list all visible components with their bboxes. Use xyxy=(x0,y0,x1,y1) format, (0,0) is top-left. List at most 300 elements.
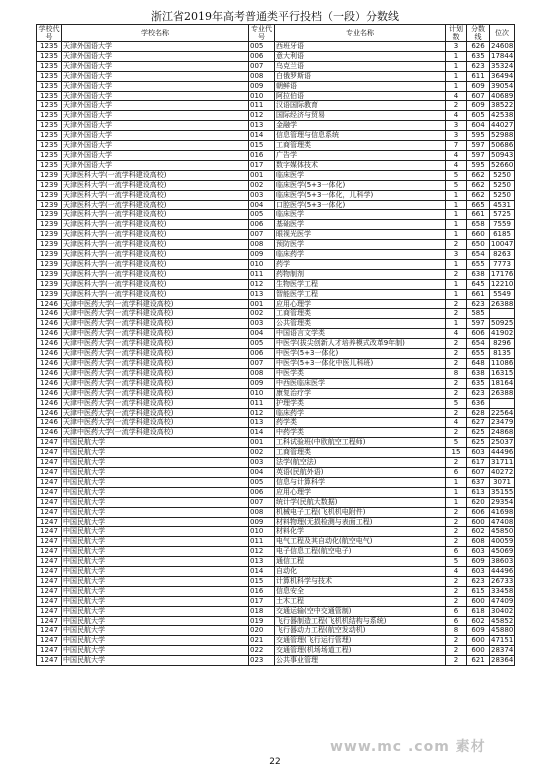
cell-plan-count: 4 xyxy=(446,329,467,339)
table-row xyxy=(37,299,515,309)
cell-major-name: 自动化 xyxy=(275,567,446,577)
cell-school-name: 天津中医药大学(一流学科建设高校) xyxy=(62,339,249,349)
cell-school-name: 天津外国语大学 xyxy=(62,91,249,101)
cell-score-line: 638 xyxy=(467,368,490,378)
cell-major-name: 信息与计算科学 xyxy=(275,477,446,487)
cell-school-code: 1247 xyxy=(37,507,62,517)
cell-major-code: 009 xyxy=(249,81,275,91)
cell-major-code: 008 xyxy=(249,71,275,81)
cell-rank: 26388 xyxy=(491,388,514,397)
cell-school-name: 天津中医药大学(一流学科建设高校) xyxy=(62,368,249,378)
header-score-line: 分数线 xyxy=(467,25,490,42)
table-row xyxy=(37,220,515,230)
cell-major-name: 公共事业管理 xyxy=(275,656,446,666)
cell-plan-count: 1 xyxy=(446,319,467,329)
cell-school-name: 中国民航大学 xyxy=(62,487,249,497)
cell-score-line: 625 xyxy=(467,438,490,448)
table-row xyxy=(37,408,515,418)
cell-school-name: 天津中医药大学(一流学科建设高校) xyxy=(62,349,249,359)
cell-score-line: 638 xyxy=(467,269,490,279)
cell-rank: 12210 xyxy=(491,279,514,288)
cell-school-name: 天津医科大学(一流学科建设高校) xyxy=(62,240,249,250)
cell-school-name: 天津医科大学(一流学科建设高校) xyxy=(62,170,249,180)
table-row xyxy=(37,269,515,279)
cell-plan-count: 1 xyxy=(446,200,467,210)
cell-rank: 50686 xyxy=(491,141,514,150)
cell-major-name: 药物制剂 xyxy=(275,269,446,279)
cell-major-code: 017 xyxy=(249,596,275,606)
cell-school-name: 中国民航大学 xyxy=(62,477,249,487)
cell-score-line: 603 xyxy=(467,448,490,458)
table-row xyxy=(37,636,515,646)
cell-rank: 33458 xyxy=(491,586,514,595)
cell-school-name: 中国民航大学 xyxy=(62,656,249,666)
cell-plan-count: 7 xyxy=(446,141,467,151)
cell-school-code: 1239 xyxy=(37,210,62,220)
cell-rank: 45852 xyxy=(491,616,514,625)
cell-school-code: 1247 xyxy=(37,537,62,547)
cell-rank: 36494 xyxy=(491,71,514,80)
cell-plan-count: 1 xyxy=(446,289,467,299)
cell-rank: 38603 xyxy=(491,557,514,566)
cell-major-code: 007 xyxy=(249,497,275,507)
cell-school-code: 1235 xyxy=(37,131,62,141)
cell-rank: 38522 xyxy=(491,101,514,110)
cell-major-name: 工科试验班(中欧航空工程师) xyxy=(275,438,446,448)
cell-rank: 29354 xyxy=(491,497,514,506)
cell-score-line: 662 xyxy=(467,180,490,190)
cell-school-name: 天津外国语大学 xyxy=(62,121,249,131)
table-row xyxy=(37,91,515,101)
cell-score-line: 609 xyxy=(467,81,490,91)
cell-plan-count: 2 xyxy=(446,388,467,398)
cell-score-line: 600 xyxy=(467,517,490,527)
cell-major-code: 010 xyxy=(249,259,275,269)
table-row xyxy=(37,567,515,577)
cell-score-line: 654 xyxy=(467,339,490,349)
cell-school-code: 1235 xyxy=(37,150,62,160)
cell-school-name: 天津外国语大学 xyxy=(62,42,249,52)
cell-school-code: 1246 xyxy=(37,349,62,359)
cell-major-code: 001 xyxy=(249,299,275,309)
cell-plan-count: 2 xyxy=(446,408,467,418)
cell-plan-count: 2 xyxy=(446,507,467,517)
cell-major-name: 信息管理与信息系统 xyxy=(275,131,446,141)
cell-school-code: 1246 xyxy=(37,329,62,339)
cell-major-name: 金融学 xyxy=(275,121,446,131)
cell-major-code: 005 xyxy=(249,339,275,349)
cell-major-code: 006 xyxy=(249,220,275,230)
cell-major-code: 008 xyxy=(249,507,275,517)
header-major-name: 专业名称 xyxy=(275,25,446,42)
cell-major-name: 药学类 xyxy=(275,418,446,428)
cell-school-code: 1239 xyxy=(37,190,62,200)
page-title: 浙江省2019年高考普通类平行投档（一段）分数线 xyxy=(151,10,399,23)
cell-score-line: 597 xyxy=(467,150,490,160)
cell-score-line: 654 xyxy=(467,250,490,260)
cell-major-name: 应用心理学 xyxy=(275,487,446,497)
cell-major-code: 015 xyxy=(249,141,275,151)
cell-score-line: 623 xyxy=(467,388,490,398)
table-row xyxy=(37,150,515,160)
cell-major-code: 018 xyxy=(249,606,275,616)
cell-rank: 5725 xyxy=(490,210,515,220)
cell-plan-count: 2 xyxy=(446,656,467,666)
cell-major-name: 意大利语 xyxy=(275,51,446,61)
cell-rank: 16315 xyxy=(491,368,514,377)
cell-major-name: 通信工程 xyxy=(275,557,446,567)
cell-major-code: 011 xyxy=(249,537,275,547)
cell-school-code: 1247 xyxy=(37,616,62,626)
cell-school-code: 1247 xyxy=(37,527,62,537)
cell-school-code: 1247 xyxy=(37,477,62,487)
score-table xyxy=(36,24,515,666)
cell-rank: 44027 xyxy=(491,121,514,130)
cell-school-code: 1235 xyxy=(37,121,62,131)
cell-score-line: 645 xyxy=(467,279,490,289)
cell-major-code: 013 xyxy=(249,121,275,131)
cell-score-line: 607 xyxy=(467,91,490,101)
cell-major-name: 数字媒体技术 xyxy=(275,160,446,170)
cell-major-name: 阿拉伯语 xyxy=(275,91,446,101)
table-row xyxy=(37,279,515,289)
cell-major-code: 007 xyxy=(249,230,275,240)
cell-rank: 5250 xyxy=(490,190,515,200)
cell-school-code: 1247 xyxy=(37,576,62,586)
cell-school-code: 1239 xyxy=(37,269,62,279)
cell-rank: 47409 xyxy=(491,596,514,605)
cell-rank: 5549 xyxy=(490,289,515,299)
table-row xyxy=(37,121,515,131)
cell-plan-count: 1 xyxy=(446,51,467,61)
table-row xyxy=(37,339,515,349)
cell-rank: 11086 xyxy=(491,359,514,367)
cell-plan-count: 2 xyxy=(446,428,467,438)
cell-score-line: 648 xyxy=(467,359,490,369)
cell-school-name: 中国民航大学 xyxy=(62,557,249,567)
cell-score-line: 655 xyxy=(467,349,490,359)
cell-plan-count: 2 xyxy=(446,378,467,388)
cell-rank: 4531 xyxy=(490,200,515,210)
cell-school-code: 1235 xyxy=(37,101,62,111)
cell-major-code: 011 xyxy=(249,101,275,111)
cell-plan-count: 6 xyxy=(446,547,467,557)
cell-major-code: 002 xyxy=(249,180,275,190)
cell-major-code: 020 xyxy=(249,626,275,636)
cell-major-name: 汉语国际教育 xyxy=(275,101,446,111)
table-row xyxy=(37,71,515,81)
cell-major-code: 006 xyxy=(249,51,275,61)
cell-school-code: 1239 xyxy=(37,230,62,240)
table-row xyxy=(37,438,515,448)
table-row xyxy=(37,547,515,557)
cell-major-code: 012 xyxy=(249,547,275,557)
cell-school-name: 天津中医药大学(一流学科建设高校) xyxy=(62,398,249,408)
table-row xyxy=(37,448,515,458)
cell-major-name: 公共管理类 xyxy=(275,319,446,329)
cell-rank: 45069 xyxy=(491,547,514,556)
cell-school-name: 天津中医药大学(一流学科建设高校) xyxy=(62,299,249,309)
table-row xyxy=(37,319,515,329)
cell-major-name: 机械电子工程(飞机机电附件) xyxy=(275,507,446,517)
table-row xyxy=(37,606,515,616)
cell-plan-count: 2 xyxy=(446,359,467,369)
cell-rank: 41902 xyxy=(491,329,514,338)
cell-major-code: 012 xyxy=(249,408,275,418)
table-row xyxy=(37,458,515,468)
cell-school-name: 中国民航大学 xyxy=(62,448,249,458)
cell-school-code: 1246 xyxy=(37,299,62,309)
cell-plan-count: 15 xyxy=(446,448,467,458)
cell-rank: 24608 xyxy=(491,42,514,50)
table-row xyxy=(37,557,515,567)
cell-rank: 44496 xyxy=(491,448,514,457)
cell-school-name: 中国民航大学 xyxy=(62,576,249,586)
cell-school-name: 天津外国语大学 xyxy=(62,131,249,141)
cell-score-line: 662 xyxy=(467,170,490,180)
cell-school-name: 中国民航大学 xyxy=(62,547,249,557)
cell-major-name: 康复治疗学 xyxy=(275,388,446,398)
cell-school-name: 中国民航大学 xyxy=(62,458,249,468)
cell-rank: 40689 xyxy=(491,91,514,100)
cell-major-name: 广告学 xyxy=(275,150,446,160)
cell-plan-count: 4 xyxy=(446,160,467,170)
table-row xyxy=(37,250,515,260)
table-row xyxy=(37,230,515,240)
cell-score-line: 606 xyxy=(467,329,490,339)
cell-major-name: 飞行器动力工程(航空发动机) xyxy=(275,626,446,636)
cell-major-code: 011 xyxy=(249,269,275,279)
table-row xyxy=(37,576,515,586)
cell-plan-count: 5 xyxy=(446,180,467,190)
cell-plan-count: 2 xyxy=(446,240,467,250)
table-header-row xyxy=(37,25,515,42)
cell-school-name: 天津外国语大学 xyxy=(62,81,249,91)
table-row xyxy=(37,517,515,527)
cell-plan-count: 2 xyxy=(446,586,467,596)
cell-rank: 39054 xyxy=(491,81,514,90)
cell-major-name: 电子信息工程(航空电子) xyxy=(275,547,446,557)
cell-plan-count: 3 xyxy=(446,250,467,260)
cell-major-code: 016 xyxy=(249,586,275,596)
cell-major-name: 预防医学 xyxy=(275,240,446,250)
table-row xyxy=(37,141,515,151)
cell-school-code: 1246 xyxy=(37,428,62,438)
cell-rank: 28374 xyxy=(491,646,514,655)
cell-score-line: 597 xyxy=(467,319,490,329)
table-row xyxy=(37,507,515,517)
cell-plan-count: 1 xyxy=(446,477,467,487)
cell-major-name: 中医学(拔尖创新人才培养模式改革9年制) xyxy=(275,339,446,349)
cell-plan-count: 1 xyxy=(446,487,467,497)
cell-score-line: 602 xyxy=(467,616,490,626)
cell-school-code: 1247 xyxy=(37,626,62,636)
cell-rank: 44496 xyxy=(491,567,514,576)
table-row xyxy=(37,180,515,190)
cell-major-name: 计算机科学与技术 xyxy=(275,576,446,586)
cell-major-name: 朝鲜语 xyxy=(275,81,446,91)
cell-score-line: 660 xyxy=(467,230,490,240)
cell-score-line: 650 xyxy=(467,240,490,250)
table-row xyxy=(37,428,515,438)
cell-school-name: 天津医科大学(一流学科建设高校) xyxy=(62,180,249,190)
cell-school-name: 天津外国语大学 xyxy=(62,71,249,81)
cell-school-name: 天津医科大学(一流学科建设高校) xyxy=(62,250,249,260)
cell-rank: 26733 xyxy=(491,576,514,585)
cell-rank: 17176 xyxy=(491,269,514,278)
cell-rank: 47408 xyxy=(491,517,514,526)
cell-school-code: 1246 xyxy=(37,378,62,388)
cell-rank: 24868 xyxy=(491,428,514,437)
table-row xyxy=(37,596,515,606)
cell-school-code: 1235 xyxy=(37,160,62,170)
cell-plan-count: 3 xyxy=(446,121,467,131)
cell-score-line: 595 xyxy=(467,160,490,170)
table-row xyxy=(37,329,515,339)
cell-major-name: 西班牙语 xyxy=(275,42,446,52)
cell-major-code: 005 xyxy=(249,210,275,220)
cell-school-code: 1246 xyxy=(37,418,62,428)
cell-school-name: 中国民航大学 xyxy=(62,636,249,646)
cell-rank: 22564 xyxy=(491,408,514,417)
table-row xyxy=(37,200,515,210)
cell-rank: 45850 xyxy=(491,527,514,536)
cell-school-name: 中国民航大学 xyxy=(62,616,249,626)
table-row xyxy=(37,170,515,180)
table-row xyxy=(37,398,515,408)
table-row xyxy=(37,160,515,170)
cell-rank: 31711 xyxy=(491,458,514,467)
cell-rank: 52660 xyxy=(491,160,514,169)
cell-school-name: 中国民航大学 xyxy=(62,646,249,656)
cell-score-line: 655 xyxy=(467,259,490,269)
cell-major-code: 013 xyxy=(249,418,275,428)
cell-plan-count: 1 xyxy=(446,220,467,230)
cell-major-code: 004 xyxy=(249,329,275,339)
cell-school-code: 1246 xyxy=(37,319,62,329)
cell-rank: 35324 xyxy=(491,61,514,70)
cell-school-code: 1239 xyxy=(37,180,62,190)
cell-school-name: 天津中医药大学(一流学科建设高校) xyxy=(62,388,249,398)
cell-plan-count: 3 xyxy=(446,131,467,141)
cell-score-line: 618 xyxy=(467,606,490,616)
cell-score-line: 613 xyxy=(467,487,490,497)
cell-school-name: 中国民航大学 xyxy=(62,467,249,477)
cell-major-name: 乌克兰语 xyxy=(275,61,446,71)
cell-score-line: 600 xyxy=(467,646,490,656)
table-row xyxy=(37,349,515,359)
cell-score-line: 662 xyxy=(467,190,490,200)
table-row xyxy=(37,646,515,656)
cell-major-name: 临床医学(5+3一体化，儿科学) xyxy=(275,190,446,200)
cell-rank: 10047 xyxy=(491,240,514,249)
cell-score-line: 627 xyxy=(467,418,490,428)
cell-plan-count: 1 xyxy=(446,210,467,220)
cell-major-name: 临床药学 xyxy=(275,408,446,418)
cell-school-code: 1247 xyxy=(37,497,62,507)
table-row xyxy=(37,359,515,369)
cell-plan-count: 4 xyxy=(446,111,467,121)
cell-plan-count: 1 xyxy=(446,81,467,91)
cell-score-line: 658 xyxy=(467,220,490,230)
cell-major-code: 021 xyxy=(249,636,275,646)
cell-school-name: 天津中医药大学(一流学科建设高校) xyxy=(62,418,249,428)
cell-major-name: 材料化学 xyxy=(275,527,446,537)
cell-plan-count: 2 xyxy=(446,517,467,527)
cell-school-code: 1247 xyxy=(37,487,62,497)
watermark: www.mc .com 素材 xyxy=(330,739,486,755)
cell-school-code: 1247 xyxy=(37,606,62,616)
cell-score-line: 600 xyxy=(467,596,490,606)
cell-rank: 8135 xyxy=(490,349,515,359)
cell-school-name: 中国民航大学 xyxy=(62,626,249,636)
cell-school-code: 1239 xyxy=(37,289,62,299)
cell-major-code: 010 xyxy=(249,527,275,537)
cell-plan-count: 1 xyxy=(446,279,467,289)
cell-rank: 5250 xyxy=(490,170,515,180)
cell-score-line: 623 xyxy=(467,61,490,71)
cell-score-line: 600 xyxy=(467,636,490,646)
cell-school-name: 天津中医药大学(一流学科建设高校) xyxy=(62,408,249,418)
cell-major-name: 工商管理类 xyxy=(275,309,446,319)
cell-school-code: 1239 xyxy=(37,279,62,289)
cell-score-line: 661 xyxy=(467,289,490,299)
cell-school-code: 1246 xyxy=(37,398,62,408)
cell-school-name: 天津医科大学(一流学科建设高校) xyxy=(62,259,249,269)
header-school-code: 学校代号 xyxy=(38,25,60,41)
cell-plan-count: 2 xyxy=(446,269,467,279)
cell-plan-count: 2 xyxy=(446,636,467,646)
cell-major-name: 统计学(民航大数据) xyxy=(275,497,446,507)
cell-plan-count: 2 xyxy=(446,596,467,606)
cell-school-code: 1247 xyxy=(37,656,62,666)
cell-school-name: 天津外国语大学 xyxy=(62,51,249,61)
table-row xyxy=(37,497,515,507)
cell-major-code: 005 xyxy=(249,477,275,487)
cell-major-name: 中医学(5+3一体化中医儿科班) xyxy=(275,359,446,369)
cell-plan-count: 2 xyxy=(446,309,467,319)
cell-major-code: 007 xyxy=(249,61,275,71)
cell-plan-count: 4 xyxy=(446,150,467,160)
table-row xyxy=(37,42,515,52)
cell-score-line: 606 xyxy=(467,507,490,517)
cell-score-line: 617 xyxy=(467,458,490,468)
cell-score-line: 623 xyxy=(467,299,490,309)
cell-plan-count: 1 xyxy=(446,497,467,507)
cell-major-code: 017 xyxy=(249,160,275,170)
cell-school-name: 天津医科大学(一流学科建设高校) xyxy=(62,279,249,289)
cell-major-name: 临床医学(5+3一体化) xyxy=(275,180,446,190)
cell-major-name: 眼视光医学 xyxy=(275,230,446,240)
cell-score-line: 608 xyxy=(467,537,490,547)
cell-score-line: 603 xyxy=(467,547,490,557)
cell-major-code: 014 xyxy=(249,567,275,577)
cell-plan-count: 3 xyxy=(446,42,467,52)
cell-major-name: 中药学类 xyxy=(275,428,446,438)
table-row xyxy=(37,388,515,398)
cell-score-line: 609 xyxy=(467,626,490,636)
cell-major-code: 007 xyxy=(249,359,275,369)
cell-major-code: 001 xyxy=(249,438,275,448)
cell-school-name: 天津医科大学(一流学科建设高校) xyxy=(62,289,249,299)
cell-plan-count: 2 xyxy=(446,576,467,586)
cell-major-name: 英语(民航外语) xyxy=(275,467,446,477)
cell-major-code: 023 xyxy=(249,656,275,666)
cell-school-code: 1235 xyxy=(37,111,62,121)
cell-major-name: 法学(航空法) xyxy=(275,458,446,468)
cell-major-name: 中医学类 xyxy=(275,368,446,378)
cell-major-name: 工商管理类 xyxy=(275,141,446,151)
